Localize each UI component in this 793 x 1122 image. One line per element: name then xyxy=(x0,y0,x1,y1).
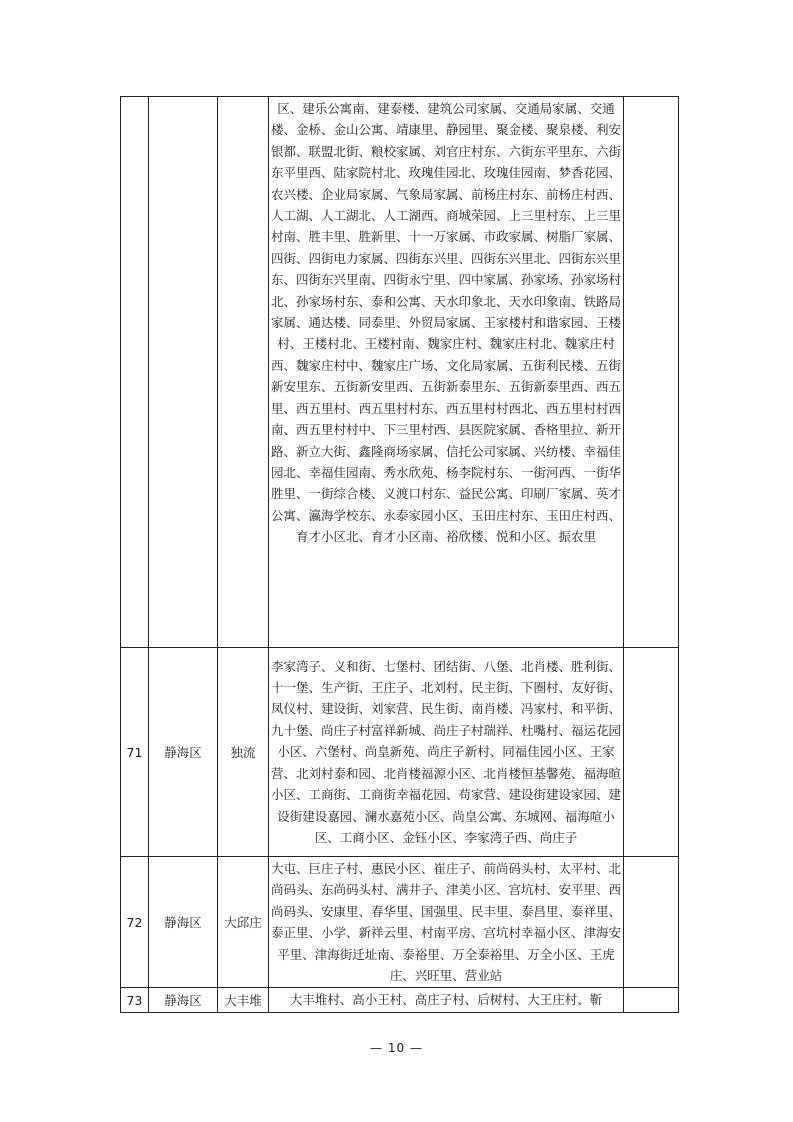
areas-cell: 李家湾子、义和街、七堡村、团结街、八堡、北肖楼、胜利街、十一堡、生产街、王庄子、北刘村、民主街、下圈村、友好街、凤仪村、建设街、刘家营、民生街、南肖楼、冯家村、和平街、九十堡、尚庄子村富祥新城、尚庄子村瑞祥、杜嘴村、福运花园小区、六堡村、尚皇新苑、尚庄子新村、同福佳园小区、王家营、北刘村泰和园、北肖楼福源小区、北肖楼恒基馨苑、福海暄小区、工商街、工商街幸福花园、苟家营、建设街建设家园、建设街建设嘉园、澜水嘉苑小区、尚皇公寓、东城网、福海喧小区、工商小区、金钰小区、李家湾子西、尚庄子 xyxy=(269,648,624,857)
district-cell: 静海区 xyxy=(149,648,218,857)
areas-cell: 大屯、巨庄子村、惠民小区、崔庄子、前尚码头村、太平村、北尚码头、东尚码头村、满井子、津美小区、宫坑村、安平里、西尚码头、安康里、春华里、国强里、民丰里、泰昌里、泰祥里、泰正里、小学、新祥云里、村南平房、宫坑村幸福小区、津海安平里、津海街迁址南、泰裕里、万全泰裕里、万全小区、王虎庄、兴旺里、营业站 xyxy=(269,857,624,988)
district-cell xyxy=(149,97,218,648)
note-cell xyxy=(624,988,679,1012)
district-cell: 静海区 xyxy=(149,988,218,1012)
table-row xyxy=(121,988,679,1012)
town-cell xyxy=(218,97,269,648)
row-number-cell: 71 xyxy=(121,648,149,857)
note-cell xyxy=(624,857,679,988)
row-number-cell: 73 xyxy=(121,988,149,1012)
district-cell: 静海区 xyxy=(149,857,218,988)
table-row xyxy=(121,648,679,857)
page-number: — 10 — xyxy=(370,1041,423,1055)
row-number-cell xyxy=(121,97,149,648)
note-cell xyxy=(624,97,679,648)
table-row xyxy=(121,97,679,648)
town-cell: 大丰堆 xyxy=(218,988,269,1012)
table-row xyxy=(121,857,679,988)
town-cell: 独流 xyxy=(218,648,269,857)
town-cell: 大邱庄 xyxy=(218,857,269,988)
areas-cell: 区、建乐公寓南、建泰楼、建筑公司家属、交通局家属、交通楼、金桥、金山公寓、靖康里、静园里、聚金楼、聚泉楼、利安银都、联盟北街、粮校家属、刘官庄村东、六街东平里东、六街东平里西、陆家院村北、玫瑰佳园北、玫瑰佳园南、梦香花园、农兴楼、企业局家属、气象局家属、前杨庄村东、前杨庄村西、人工湖、人工湖北、人工湖西、商城荣园、上三里村东、上三里村南、胜丰里、胜新里、十一万家属、市政家属、树脂厂家属、四街、四街电力家属、四街东兴里、四街东兴里北、四街东兴里东、四街东兴里南、四街永宁里、四中家属、孙家场、孙家场村北、孙家场村东、泰和公寓、天水印象北、天水印象南、铁路局家属、通达楼、同泰里、外贸局家属、王家楼村和谐家园、王楼村、王楼村北、王楼村南、魏家庄村、魏家庄村北、魏家庄村西、魏家庄村中、魏家庄广场、文化局家属、五街利民楼、五街新安里东、五街新安里西、五街新泰里东、五街新泰里西、西五里、西五里村、西五里村村东、西五里村村西北、西五里村村西南、西五里村村中、下三里村西、县医院家属、香格里拉、新开路、新立大街、鑫隆商场家属、信托公司家属、兴纺楼、幸福佳园北、幸福佳园南、秀水欣苑、杨李院村东、一街河西、一街华胜里、一街综合楼、义渡口村东、益民公寓、印刷厂家属、英才公寓、瀛海学校东、永泰家园小区、玉田庄村东、玉田庄村西、育才小区北、育才小区南、裕欣楼、悦和小区、振农里 xyxy=(269,97,624,648)
note-cell xyxy=(624,648,679,857)
row-number-cell: 72 xyxy=(121,857,149,988)
residential-area-table xyxy=(120,96,679,1013)
areas-cell: 大丰堆村、高小王村、高庄子村、后树村、大王庄村、靳 xyxy=(269,988,624,1012)
